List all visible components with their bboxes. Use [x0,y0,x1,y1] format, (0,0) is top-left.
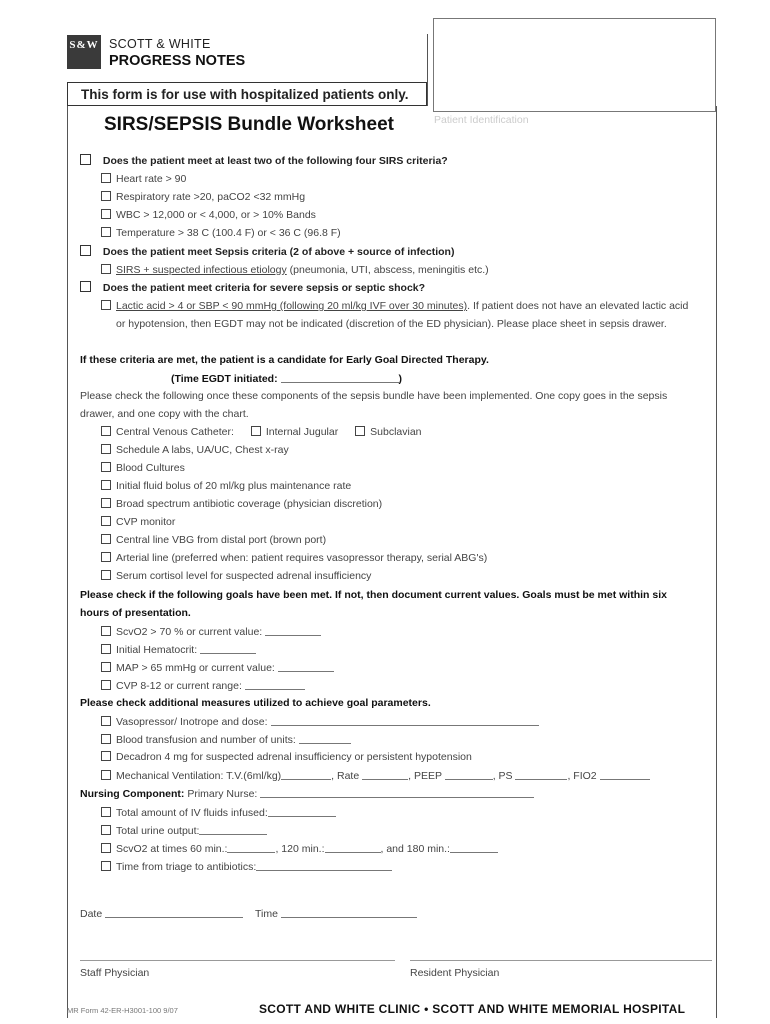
list-item: Heart rate > 90 [101,173,186,185]
egdt-time-row: (Time EGDT initiated: ) [171,373,402,385]
hematocrit-field[interactable] [200,643,256,654]
cvp-range-field[interactable] [245,679,305,690]
checkbox[interactable] [101,626,111,636]
list-item: Total urine output: [101,824,267,837]
list-item: Serum cortisol level for suspected adrenal insufficiency [101,570,371,582]
severe-sepsis-question-checkbox[interactable] [80,281,91,292]
scvo2-120-field[interactable] [325,842,381,853]
patient-identification-box[interactable] [433,18,716,112]
time-field[interactable] [281,907,417,918]
iv-fluids-field[interactable] [268,806,336,817]
worksheet-title: SIRS/SEPSIS Bundle Worksheet [104,114,395,135]
checkbox[interactable] [101,843,111,853]
checkbox[interactable] [101,807,111,817]
scvo2-60-field[interactable] [227,842,275,853]
checkbox[interactable] [101,498,111,508]
nursing-component-row: Nursing Component: Primary Nurse: [80,787,534,800]
peep-field[interactable] [445,769,493,780]
bundle-instructions-line1: Please check the following once these components of the sepsis bundle have been implemented. One copy goes in the sepsis [80,390,668,402]
scvo2-times-row: ScvO2 at times 60 min.: , 120 min.: , and 180 min.: [101,842,498,855]
rate-field[interactable] [362,769,408,780]
primary-nurse-field[interactable] [260,787,534,798]
checkbox[interactable] [101,861,111,871]
sepsis-question: Does the patient meet Sepsis criteria (2 of above + source of infection) [80,245,454,258]
hospitalized-notice: This form is for use with hospitalized patients only. [67,82,427,106]
checkbox[interactable] [101,300,111,310]
header-divider [427,34,428,106]
time-row: Time [255,907,417,920]
triage-time-field[interactable] [256,860,392,871]
list-item: Lactic acid > 4 or SBP < 90 mmHg (following 20 ml/kg IVF over 30 minutes). If patient does not have an elevated lactic acid [101,300,688,312]
list-item: Central line VBG from distal port (brown port) [101,534,326,546]
central-venous-catheter-row: Central Venous Catheter: Internal Jugular Subclavian [101,426,422,438]
form-number: MR Form 42-ER-H3001-100 9/07 [67,1006,178,1015]
checkbox[interactable] [101,770,111,780]
staff-physician-label: Staff Physician [80,967,150,979]
checkbox[interactable] [101,644,111,654]
date-row: Date [80,907,243,920]
checkbox[interactable] [101,426,111,436]
mechanical-ventilation-row: Mechanical Ventilation: T.V.(6ml/kg) , Rate , PEEP , PS , FIO2 [101,769,650,782]
egdt-time-field[interactable] [281,372,399,383]
map-value-field[interactable] [278,661,334,672]
list-item: Broad spectrum antibiotic coverage (physician discretion) [101,498,382,510]
resident-physician-signature-line[interactable] [410,960,712,961]
checkbox[interactable] [101,534,111,544]
vasopressor-dose-field[interactable] [271,715,539,726]
scvo2-180-field[interactable] [450,842,498,853]
ps-field[interactable] [515,769,567,780]
list-item: Arterial line (preferred when: patient requires vasopressor therapy, serial ABG's) [101,552,487,564]
institution-footer: SCOTT AND WHITE CLINIC • SCOTT AND WHITE MEMORIAL HOSPITAL [259,1002,686,1016]
list-item: Blood Cultures [101,462,185,474]
patient-identification-label: Patient Identification [434,114,529,126]
checkbox[interactable] [101,680,111,690]
organization-name: SCOTT & WHITE [109,37,211,51]
checkbox[interactable] [101,462,111,472]
list-item: SIRS + suspected infectious etiology (pneumonia, UTI, abscess, meningitis etc.) [101,264,489,276]
list-item: CVP monitor [101,516,175,528]
checkbox[interactable] [101,570,111,580]
checkbox[interactable] [101,173,111,183]
checkbox[interactable] [101,227,111,237]
checkbox[interactable] [101,751,111,761]
internal-jugular-checkbox[interactable] [251,426,261,436]
sirs-question: Does the patient meet at least two of the following four SIRS criteria? [80,154,448,167]
checkbox[interactable] [101,516,111,526]
list-item: MAP > 65 mmHg or current value: [101,661,334,674]
checkbox[interactable] [101,662,111,672]
tidal-volume-field[interactable] [281,769,331,780]
list-item: Schedule A labs, UA/UC, Chest x-ray [101,444,289,456]
egdt-candidate-statement: If these criteria are met, the patient is a candidate for Early Goal Directed Therapy. [80,354,489,366]
date-field[interactable] [105,907,243,918]
fio2-field[interactable] [600,769,650,780]
scvo2-value-field[interactable] [265,625,321,636]
bundle-instructions-line2: drawer, and one copy with the chart. [80,408,249,420]
urine-output-field[interactable] [199,824,267,835]
list-item: Temperature > 38 C (100.4 F) or < 36 C (96.8 F) [101,227,341,239]
sirs-question-checkbox[interactable] [80,154,91,165]
checkbox[interactable] [101,552,111,562]
list-item: Vasopressor/ Inotrope and dose: [101,715,539,728]
checkbox[interactable] [101,480,111,490]
checkbox[interactable] [101,264,111,274]
sepsis-question-checkbox[interactable] [80,245,91,256]
list-item: Initial fluid bolus of 20 ml/kg plus maintenance rate [101,480,351,492]
subclavian-checkbox[interactable] [355,426,365,436]
list-item: WBC > 12,000 or < 4,000, or > 10% Bands [101,209,316,221]
list-item: Decadron 4 mg for suspected adrenal insufficiency or persistent hypotension [101,751,472,763]
checkbox[interactable] [101,734,111,744]
checkbox[interactable] [101,825,111,835]
checkbox[interactable] [101,716,111,726]
list-item: Blood transfusion and number of units: [101,733,351,746]
list-item: ScvO2 > 70 % or current value: [101,625,321,638]
list-item: Total amount of IV fluids infused: [101,806,336,819]
transfusion-units-field[interactable] [299,733,351,744]
checkbox[interactable] [101,191,111,201]
checkbox[interactable] [101,444,111,454]
list-item: Time from triage to antibiotics: [101,860,392,873]
severe-sepsis-note: or hypotension, then EGDT may not be indicated (discretion of the ED physician). Please place sheet in sepsis drawer. [116,318,667,330]
severe-sepsis-question: Does the patient meet criteria for severe sepsis or septic shock? [80,281,425,294]
additional-measures-heading: Please check additional measures utilized to achieve goal parameters. [80,697,431,709]
resident-physician-label: Resident Physician [410,967,500,979]
goals-heading-line1: Please check if the following goals have been met. If not, then document current values. Goals must be met within six [80,589,667,601]
list-item: CVP 8-12 or current range: [101,679,305,692]
checkbox[interactable] [101,209,111,219]
staff-physician-signature-line[interactable] [80,960,395,961]
goals-heading-line2: hours of presentation. [80,607,191,619]
scott-white-logo: S&W [67,35,101,69]
list-item: Initial Hematocrit: [101,643,256,656]
list-item: Respiratory rate >20, paCO2 <32 mmHg [101,191,305,203]
document-type: PROGRESS NOTES [109,53,246,69]
